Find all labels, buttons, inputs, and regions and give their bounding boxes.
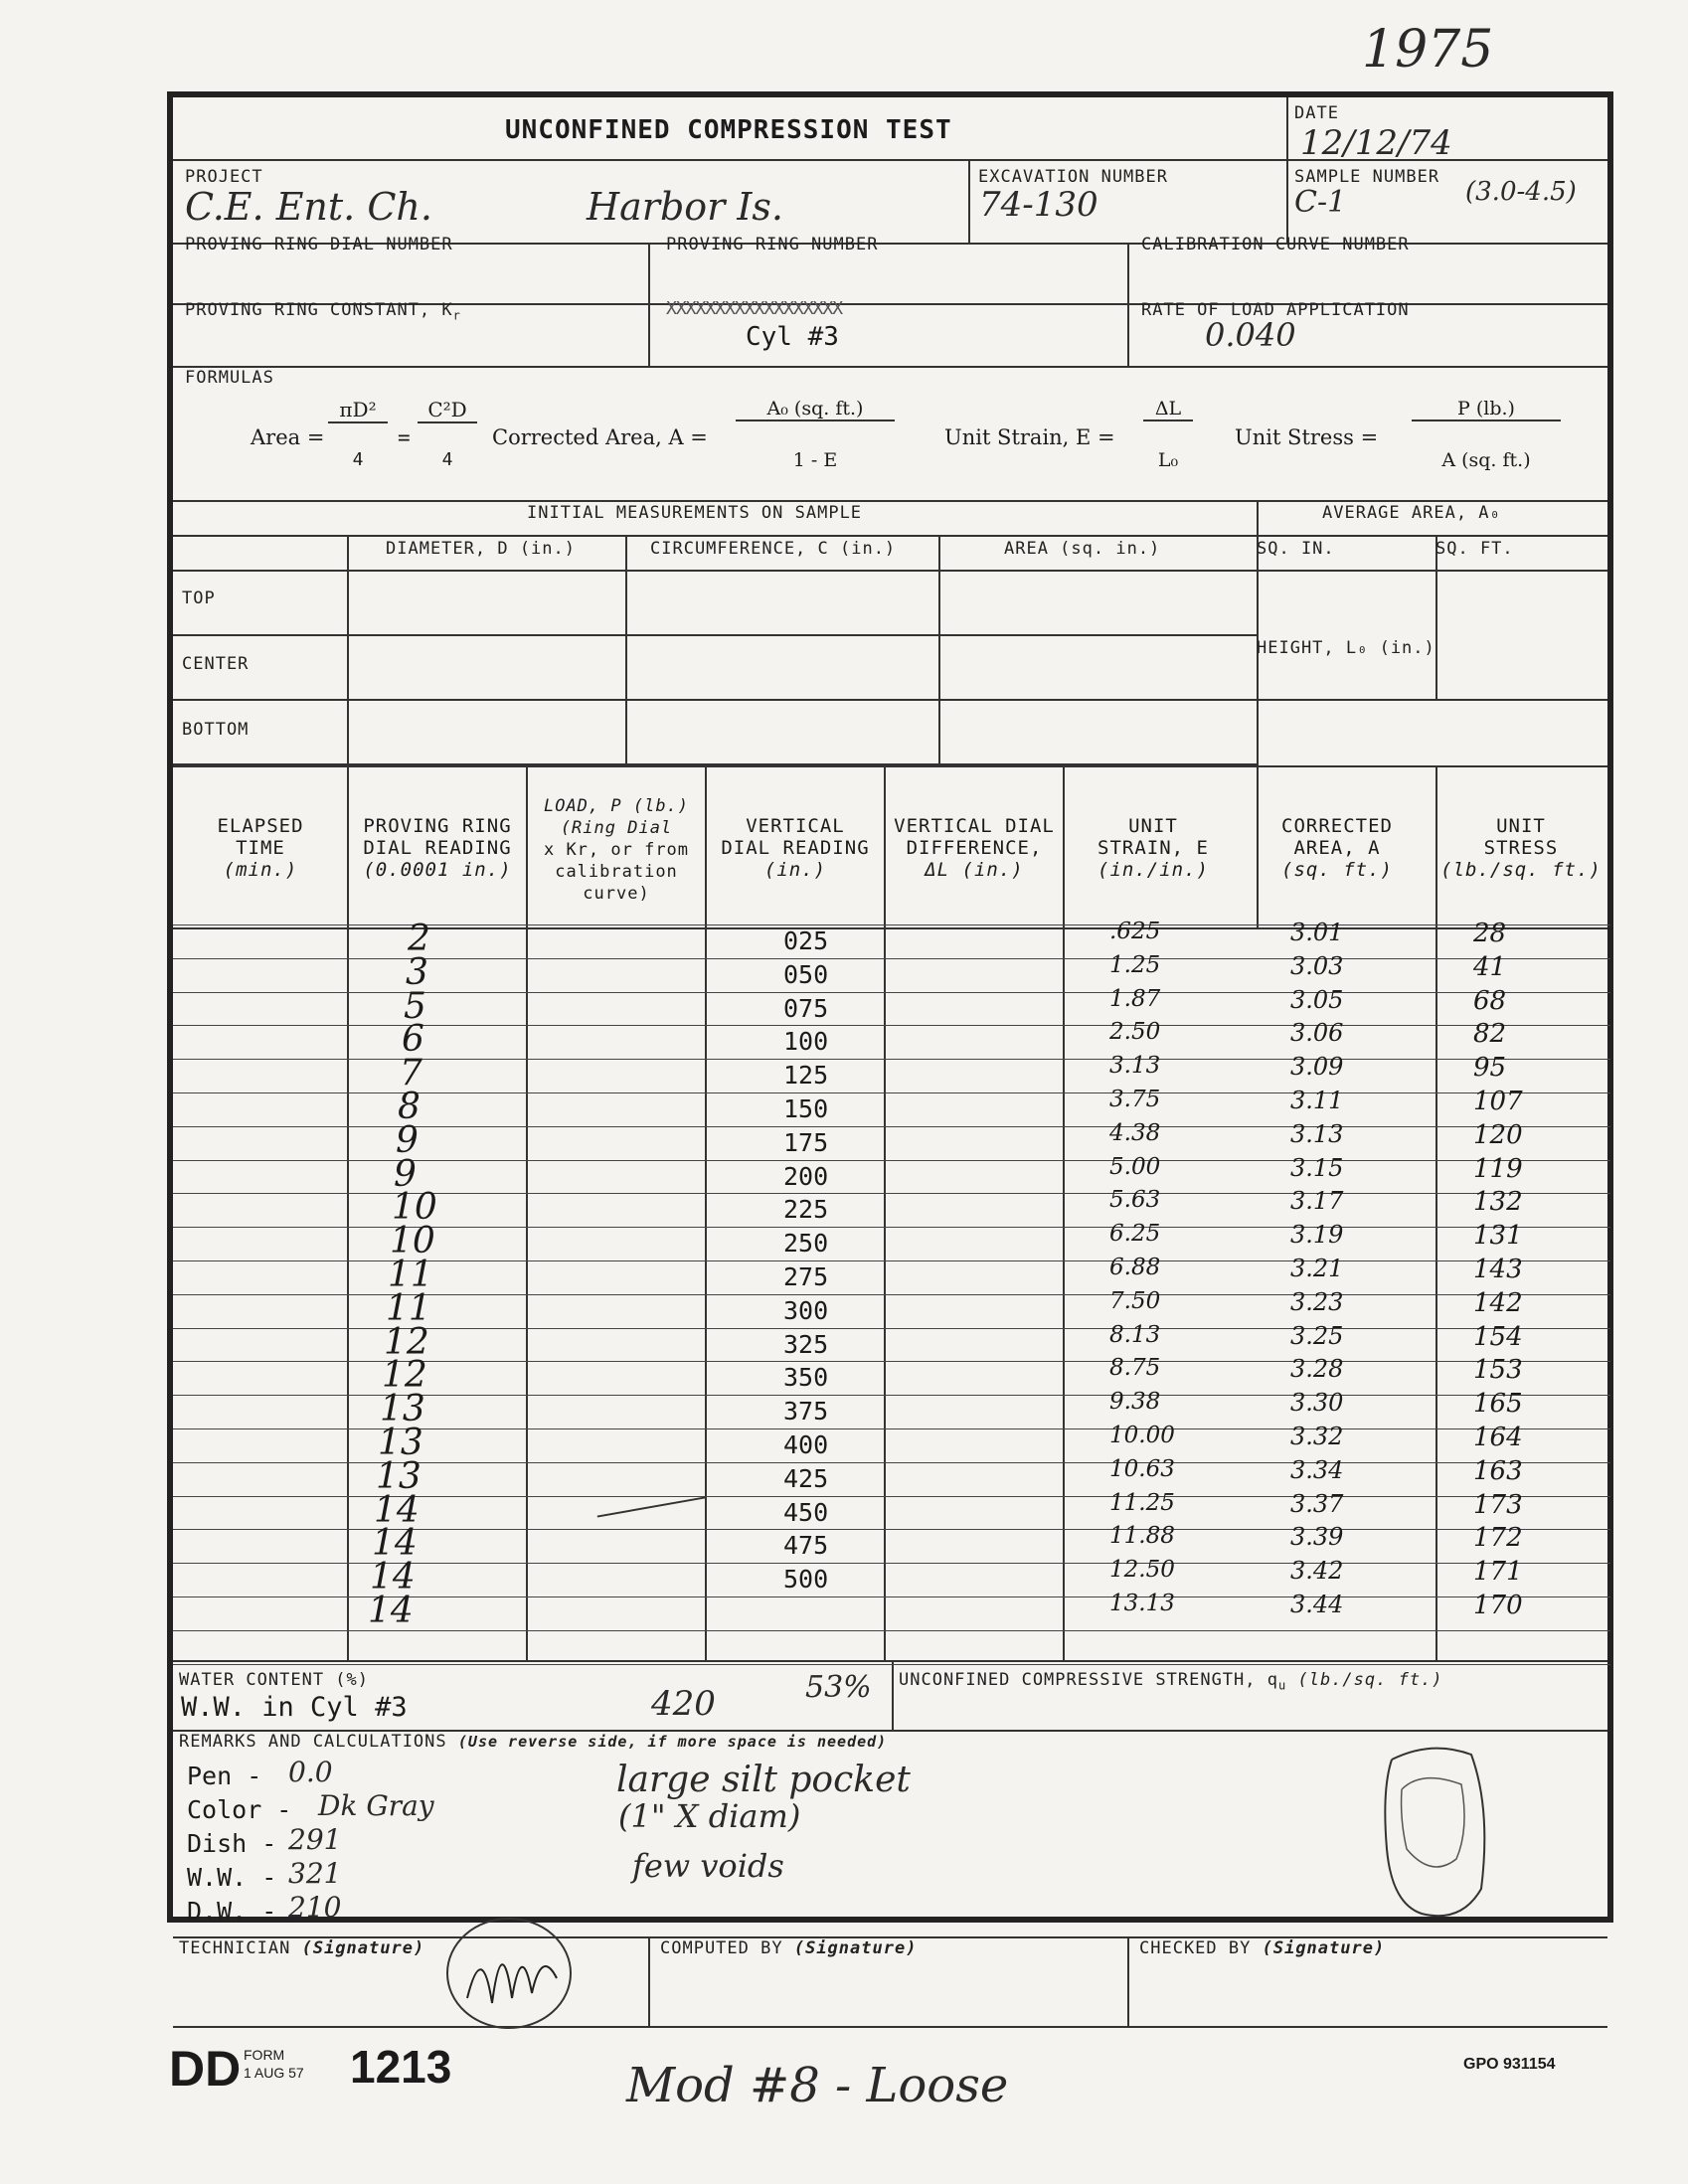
remarks-value: 321	[288, 1857, 342, 1890]
cell-area: 3.05	[1290, 985, 1344, 1014]
cell-vert: 250	[783, 1229, 829, 1259]
cell-strain: 10.63	[1109, 1455, 1175, 1482]
cell-strain: 10.00	[1109, 1423, 1175, 1448]
cell-vert: 500	[783, 1565, 829, 1595]
cell-vert: 425	[783, 1463, 829, 1493]
remarks-value: 210	[288, 1891, 342, 1924]
cell-vert: 150	[783, 1094, 829, 1123]
cell-strain: 13.13	[1109, 1591, 1175, 1616]
cell-dial: 14	[368, 1591, 414, 1631]
test-form	[167, 91, 1613, 1923]
project-value: C.E. Ent. Ch.	[185, 185, 432, 229]
row-divider	[173, 1025, 1610, 1026]
cell-dial: 11	[388, 1255, 433, 1295]
cell-stress: 131	[1473, 1221, 1523, 1252]
cell-strain: 3.13	[1109, 1053, 1161, 1080]
cell-area: 3.17	[1290, 1187, 1344, 1216]
cell-dial: 14	[370, 1557, 416, 1598]
cell-area: 3.37	[1290, 1489, 1344, 1518]
cell-strain: 2.50	[1109, 1019, 1161, 1046]
remarks-note-2: (1" X diam)	[618, 1797, 801, 1835]
cell-stress: 107	[1473, 1087, 1523, 1116]
form-title: UNCONFINED COMPRESSION TEST	[505, 115, 952, 145]
column-header: CORRECTED AREA, A (sq. ft.)	[1281, 815, 1393, 881]
unit-strain-lhs: Unit Strain, E =	[944, 425, 1115, 449]
column-header: VERTICAL DIAL DIFFERENCE, ΔL (in.)	[894, 815, 1055, 881]
cell-stress: 164	[1473, 1423, 1523, 1452]
cell-stress: 154	[1473, 1321, 1523, 1352]
sq-in-label: SQ. IN.	[1257, 539, 1335, 559]
cell-vert: 050	[783, 959, 829, 989]
struck-text: XXXXXXXXXXXXXXXXXX	[666, 298, 843, 319]
gpo-code: GPO 931154	[1463, 2056, 1556, 2073]
ring-constant-label: PROVING RING CONSTANT, $K_r$	[185, 300, 461, 323]
cell-stress: 142	[1473, 1287, 1523, 1318]
cell-area: 3.06	[1290, 1019, 1344, 1048]
row-divider	[173, 1126, 1610, 1127]
remarks-key: D.W. -	[187, 1897, 277, 1926]
sample-value: C-1	[1294, 185, 1347, 220]
cell-strain: 4.38	[1109, 1119, 1161, 1146]
row-divider	[173, 1092, 1610, 1093]
calibration-label: CALIBRATION CURVE NUMBER	[1141, 235, 1410, 254]
cell-area: 3.03	[1290, 951, 1344, 980]
cell-stress: 143	[1473, 1255, 1523, 1284]
cell-vert: 450	[783, 1497, 829, 1527]
formulas-label: FORMULAS	[185, 368, 274, 388]
cell-vert: 275	[783, 1262, 829, 1291]
cell-stress: 173	[1473, 1489, 1523, 1520]
water-ww-label: W.W. in Cyl #3	[181, 1692, 408, 1723]
cell-strain: .625	[1109, 919, 1161, 944]
checked-by-label: CHECKED BY (Signature)	[1139, 1938, 1386, 1958]
cell-strain: 5.63	[1109, 1187, 1161, 1214]
cell-stress: 163	[1473, 1455, 1523, 1486]
remarks-note-1: large silt pocket	[616, 1760, 911, 1800]
project-value-2: Harbor Is.	[587, 185, 783, 229]
date-label: DATE	[1294, 103, 1339, 123]
cell-dial: 12	[384, 1321, 429, 1363]
proving-dial-label: PROVING RING DIAL NUMBER	[185, 235, 453, 254]
cell-dial: 13	[378, 1423, 423, 1463]
remarks-value: 0.0	[288, 1756, 333, 1788]
cell-dial: 10	[392, 1187, 437, 1229]
cell-area: 3.15	[1290, 1153, 1344, 1182]
cell-strain: 6.25	[1109, 1221, 1161, 1248]
remarks-label: REMARKS AND CALCULATIONS (Use reverse side, if more space is needed)	[179, 1732, 888, 1752]
cell-strain: 7.50	[1109, 1287, 1161, 1314]
column-header: UNIT STRESS (lb./sq. ft.)	[1440, 815, 1602, 881]
cell-stress: 119	[1473, 1153, 1523, 1184]
water-value-2: 53%	[805, 1670, 872, 1705]
column-header: LOAD, P (lb.) (Ring Dial x Kr, or from calibration curve)	[543, 796, 690, 904]
cell-area: 3.30	[1290, 1389, 1344, 1418]
cell-dial: 10	[390, 1221, 435, 1262]
area-sq-in-label: AREA (sq. in.)	[1004, 539, 1161, 559]
cell-stress: 165	[1473, 1389, 1523, 1420]
form-number: 1213	[350, 2041, 452, 2093]
cell-area: 3.42	[1290, 1557, 1344, 1586]
area-num-1: πD²	[328, 398, 388, 423]
unit-strain-den: L₀	[1157, 449, 1179, 471]
cell-dial: 13	[380, 1389, 425, 1430]
cell-stress: 172	[1473, 1523, 1523, 1554]
cell-vert: 125	[783, 1061, 829, 1091]
cell-vert: 225	[783, 1195, 829, 1225]
corrected-area-lhs: Corrected Area, A =	[492, 425, 708, 449]
unit-strain-num: ΔL	[1143, 398, 1193, 421]
cell-strain: 3.75	[1109, 1087, 1161, 1112]
excavation-label: EXCAVATION NUMBER	[978, 167, 1168, 187]
corrected-area-num: A₀ (sq. ft.)	[736, 398, 895, 421]
remarks-key: Dish -	[187, 1829, 277, 1858]
cell-area: 3.34	[1290, 1455, 1344, 1484]
cell-area: 3.44	[1290, 1591, 1344, 1618]
cell-stress: 120	[1473, 1119, 1523, 1150]
row-top-label: TOP	[182, 588, 216, 608]
date-value: 12/12/74	[1300, 123, 1452, 163]
cell-dial: 6	[402, 1019, 424, 1061]
row-divider	[173, 1664, 1610, 1665]
cell-dial: 9	[394, 1153, 417, 1195]
cell-area: 3.32	[1290, 1423, 1344, 1450]
sample-sketch-icon	[1362, 1730, 1501, 1929]
cell-stress: 170	[1473, 1591, 1523, 1620]
row-divider	[173, 992, 1610, 993]
proving-ring-number-label: PROVING RING NUMBER	[666, 235, 879, 254]
page-number: 1975	[1362, 20, 1494, 80]
cell-dial: 14	[372, 1523, 418, 1565]
cell-vert: 175	[783, 1127, 829, 1157]
remarks-value: 291	[288, 1823, 342, 1856]
cell-dial: 2	[408, 919, 430, 959]
cell-dial: 3	[406, 951, 428, 993]
cell-vert: 100	[783, 1027, 829, 1057]
cell-dial: 11	[386, 1287, 431, 1329]
remarks-value: Dk Gray	[318, 1789, 434, 1822]
cell-stress: 95	[1473, 1053, 1507, 1084]
rate-label: RATE OF LOAD APPLICATION	[1141, 300, 1410, 320]
cell-area: 3.13	[1290, 1119, 1344, 1148]
row-divider	[173, 1160, 1610, 1161]
area-den-1: 4	[352, 449, 364, 470]
remarks-note-3: few voids	[632, 1847, 784, 1885]
water-content-label: WATER CONTENT (%)	[179, 1670, 369, 1690]
technician-label: TECHNICIAN (Signature)	[179, 1938, 425, 1958]
cell-vert: 475	[783, 1531, 829, 1561]
cell-area: 3.19	[1290, 1221, 1344, 1250]
cell-vert: 375	[783, 1397, 829, 1427]
cell-stress: 171	[1473, 1557, 1523, 1588]
diameter-label: DIAMETER, D (in.)	[386, 539, 576, 559]
ucs-label: UNCONFINED COMPRESSIVE STRENGTH, $q_u$ (lb./sq. ft.)	[899, 1670, 1443, 1693]
cell-strain: 1.25	[1109, 951, 1161, 978]
cell-strain: 6.88	[1109, 1255, 1161, 1280]
cell-strain: 8.75	[1109, 1355, 1161, 1382]
computed-by-label: COMPUTED BY (Signature)	[660, 1938, 918, 1958]
corrected-area-den: 1 - E	[792, 449, 838, 471]
cell-dial: 7	[400, 1053, 422, 1094]
column-header: VERTICAL DIAL READING (in.)	[721, 815, 870, 881]
cell-dial: 14	[374, 1489, 420, 1531]
row-divider	[173, 1059, 1610, 1060]
cell-strain: 11.25	[1109, 1489, 1175, 1516]
area-formula-lhs: Area =	[251, 425, 325, 449]
cell-vert: 300	[783, 1295, 829, 1325]
cell-vert: 075	[783, 993, 829, 1023]
row-bottom-label: BOTTOM	[182, 720, 250, 740]
cell-strain: 9.38	[1109, 1389, 1161, 1416]
cell-stress: 82	[1473, 1019, 1507, 1050]
form-dd: DD	[169, 2041, 242, 2097]
cell-strain: 11.88	[1109, 1523, 1175, 1550]
cell-area: 3.09	[1290, 1053, 1344, 1082]
cell-vert: 400	[783, 1430, 829, 1459]
cell-area: 3.01	[1290, 919, 1344, 946]
area-num-2: C²D	[418, 398, 477, 423]
area-den-2: 4	[441, 449, 453, 470]
remarks-key: W.W. -	[187, 1863, 277, 1892]
column-header: PROVING RING DIAL READING (0.0001 in.)	[363, 815, 512, 881]
footer-handwriting: Mod #8 - Loose	[626, 2058, 1009, 2113]
remarks-key: Pen -	[187, 1762, 262, 1790]
row-divider	[173, 1193, 1610, 1194]
cell-dial: 9	[396, 1119, 419, 1161]
row-divider	[173, 1227, 1610, 1228]
project-label: PROJECT	[185, 167, 263, 187]
cell-stress: 153	[1473, 1355, 1523, 1386]
cell-area: 3.23	[1290, 1287, 1344, 1316]
cell-vert: 325	[783, 1329, 829, 1359]
initial-measurements-label: INITIAL MEASUREMENTS ON SAMPLE	[527, 503, 863, 523]
cell-strain: 8.13	[1109, 1321, 1161, 1348]
remarks-key: Color -	[187, 1795, 292, 1824]
cell-stress: 41	[1473, 951, 1507, 982]
unit-stress-num: P (lb.)	[1412, 398, 1561, 421]
cell-dial: 12	[382, 1355, 427, 1397]
cell-area: 3.21	[1290, 1255, 1344, 1282]
column-header: ELAPSED TIME (min.)	[217, 815, 304, 881]
row-divider	[173, 958, 1610, 959]
cell-strain: 12.50	[1109, 1557, 1175, 1584]
excavation-value: 74-130	[979, 185, 1098, 225]
cyl-value: Cyl #3	[746, 322, 839, 352]
area-equals: =	[398, 425, 411, 449]
water-value-1: 420	[651, 1684, 716, 1724]
cell-dial: 13	[376, 1455, 422, 1497]
sample-label: SAMPLE NUMBER	[1294, 167, 1440, 187]
rate-value: 0.040	[1205, 316, 1296, 354]
cell-stress: 68	[1473, 985, 1507, 1016]
form-sub: FORM 1 AUG 57	[244, 2047, 304, 2081]
cell-dial: 5	[404, 985, 426, 1027]
average-area-label: AVERAGE AREA, A₀	[1322, 503, 1501, 523]
circumference-label: CIRCUMFERENCE, C (in.)	[650, 539, 897, 559]
row-divider	[173, 924, 1610, 925]
sample-depth: (3.0-4.5)	[1465, 177, 1577, 207]
unit-stress-lhs: Unit Stress =	[1235, 425, 1379, 449]
cell-area: 3.25	[1290, 1321, 1344, 1350]
technician-signature	[437, 1909, 587, 2038]
cell-dial: 8	[398, 1087, 421, 1127]
sq-ft-label: SQ. FT.	[1435, 539, 1514, 559]
cell-strain: 5.00	[1109, 1153, 1161, 1180]
cell-strain: 1.87	[1109, 985, 1161, 1012]
height-label: HEIGHT, L₀ (in.)	[1257, 638, 1435, 658]
cell-area: 3.39	[1290, 1523, 1344, 1552]
row-center-label: CENTER	[182, 654, 250, 674]
cell-vert: 350	[783, 1363, 829, 1393]
cell-area: 3.28	[1290, 1355, 1344, 1384]
cell-area: 3.11	[1290, 1087, 1344, 1114]
column-header: UNIT STRAIN, E (in./in.)	[1097, 815, 1209, 881]
cell-stress: 132	[1473, 1187, 1523, 1218]
cell-stress: 28	[1473, 919, 1507, 948]
unit-stress-den: A (sq. ft.)	[1441, 449, 1531, 471]
cell-vert: 200	[783, 1161, 829, 1191]
cell-vert: 025	[783, 926, 829, 955]
